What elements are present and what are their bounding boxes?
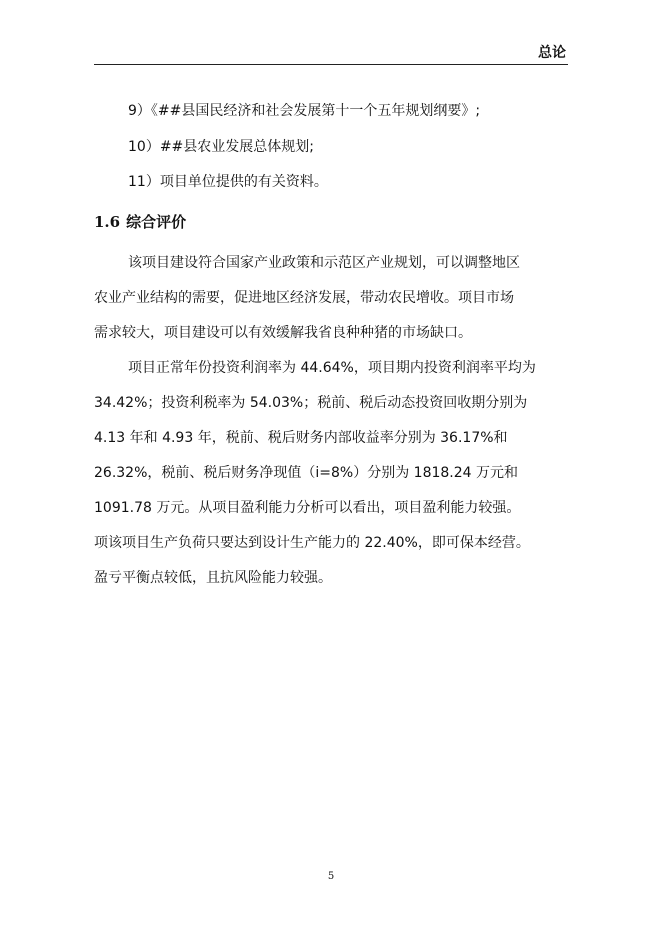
paragraph-line: 农业产业结构的需要，促进地区经济发展，带动农民增收。项目市场 [94, 290, 514, 306]
running-header-title: 总论 [538, 45, 566, 61]
reference-item-9: 9）《##县国民经济和社会发展第十一个五年规划纲要》; [128, 103, 481, 119]
reference-item-11: 11）项目单位提供的有关资料。 [128, 174, 328, 190]
reference-item-10: 10）##县农业发展总体规划; [128, 139, 314, 155]
paragraph-line: 该项目建设符合国家产业政策和示范区产业规划，可以调整地区 [128, 255, 520, 271]
paragraph-line: 26.32%，税前、税后财务净现值（i=8%）分别为 1818.24 万元和 [94, 465, 519, 481]
paragraph-line: 34.42%；投资利税率为 54.03%；税前、税后动态投资回收期分别为 [94, 395, 528, 411]
section-number: 1.6 [94, 213, 121, 231]
paragraph-line: 1091.78 万元。从项目盈利能力分析可以看出，项目盈利能力较强。 [94, 500, 521, 516]
paragraph-line: 盈亏平衡点较低，且抗风险能力较强。 [94, 570, 332, 586]
section-title: 综合评价 [126, 213, 187, 231]
section-heading [94, 211, 186, 233]
paragraph-line: 项该项目生产负荷只要达到设计生产能力的 22.40%，即可保本经营。 [94, 535, 530, 551]
page-number: 5 [327, 871, 335, 882]
paragraph-line: 需求较大，项目建设可以有效缓解我省良种种猪的市场缺口。 [94, 325, 472, 341]
header-rule [94, 64, 568, 65]
paragraph-line: 项目正常年份投资利润率为 44.64%，项目期内投资利润率平均为 [128, 360, 536, 376]
paragraph-line: 4.13 年和 4.93 年，税前、税后财务内部收益率分别为 36.17%和 [94, 430, 508, 446]
